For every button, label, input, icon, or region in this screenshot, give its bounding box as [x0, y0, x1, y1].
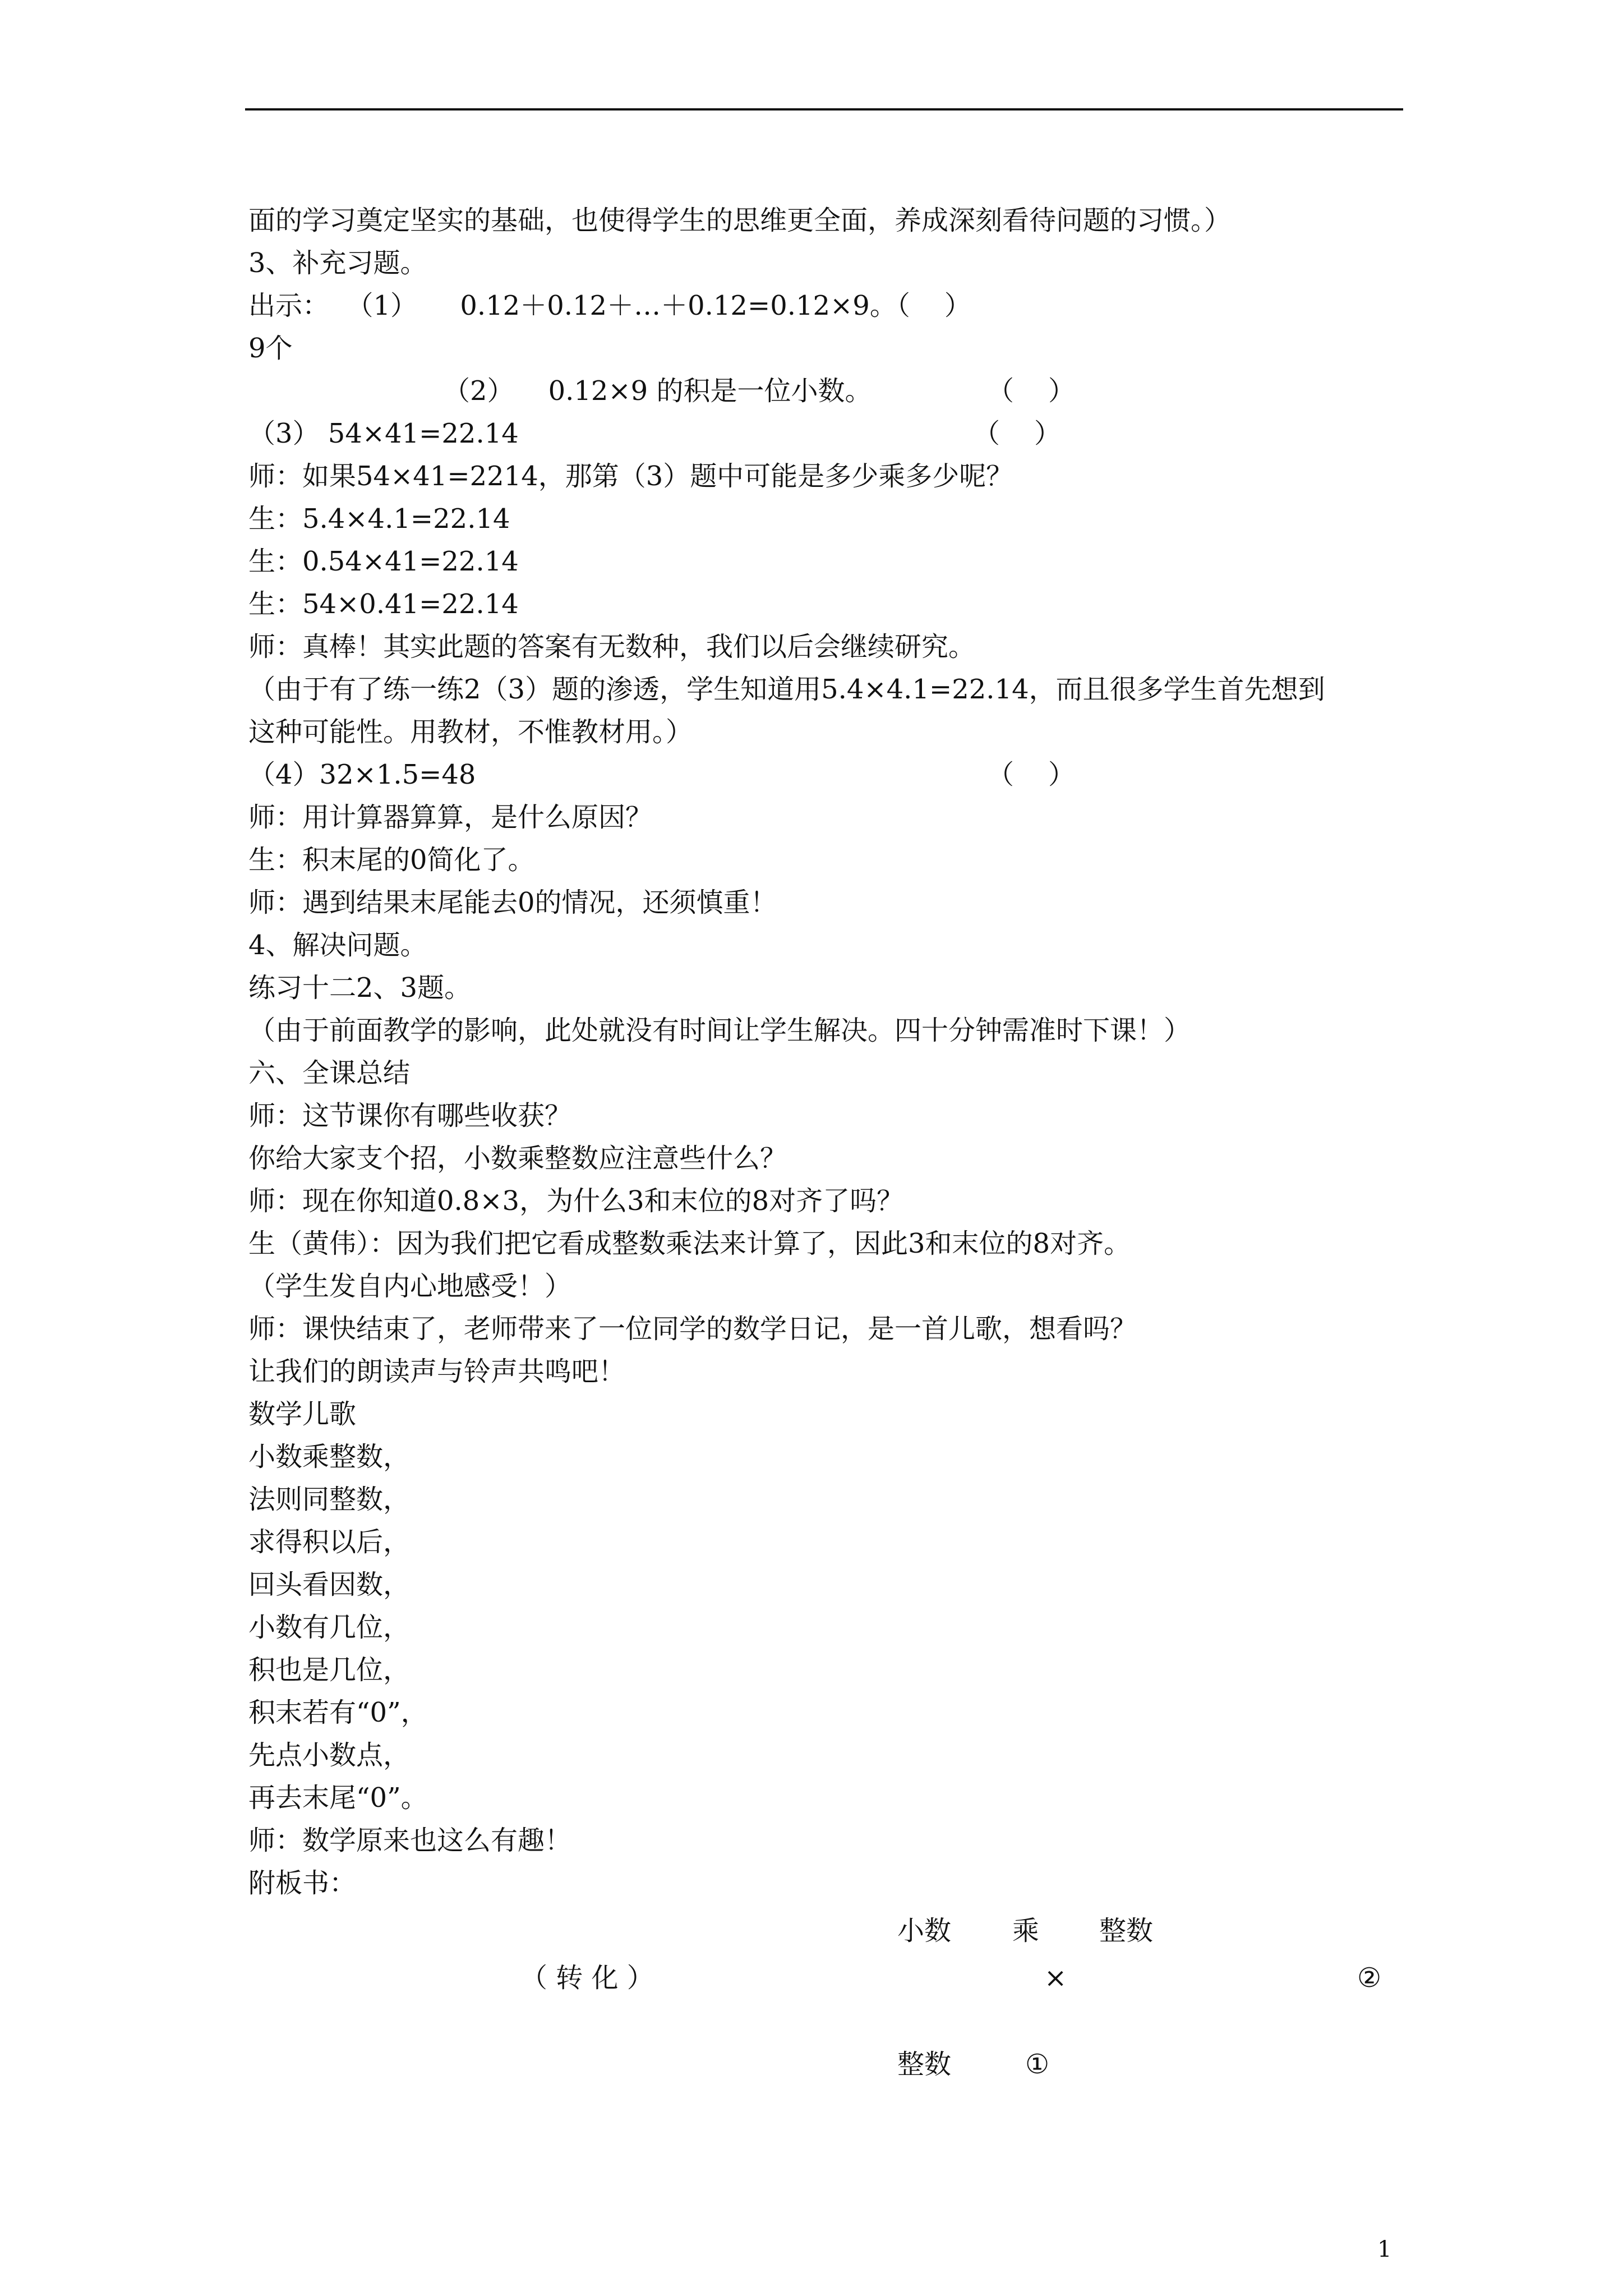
- answer-paren: （ ）: [987, 375, 1076, 407]
- text-line: 生：0.54×41=22.14: [248, 546, 519, 577]
- text-line: 你给大家支个招，小数乘整数应注意些什么？: [248, 1143, 787, 1174]
- text-line: 生：5.4×4.1=22.14: [248, 503, 510, 535]
- board-circle-one: ①: [1025, 2049, 1050, 2080]
- text-line: （4）32×1.5=48: [248, 759, 476, 790]
- page-number: 1: [1377, 2237, 1392, 2262]
- text-line: 练习十二2、3题。: [248, 972, 472, 1004]
- text-line: 出示： （1） 0.12＋0.12＋…＋0.12=0.12×9。（ ）: [248, 290, 971, 321]
- text-line: 小数乘整数，: [248, 1441, 411, 1473]
- text-line: 师：这节课你有哪些收获？: [248, 1100, 572, 1131]
- text-line: 师：数学原来也这么有趣！: [248, 1825, 572, 1856]
- text-line: 师：课快结束了，老师带来了一位同学的数学日记，是一首儿歌，想看吗？: [248, 1313, 1137, 1345]
- text-line: 师：用计算器算算，是什么原因？: [248, 802, 653, 833]
- text-line: 3、补充习题。: [248, 247, 427, 279]
- text-line: 六、全课总结: [248, 1057, 411, 1089]
- board-transform: （ 转 化 ）: [520, 1962, 654, 1994]
- text-line: 师：真棒！其实此题的答案有无数种，我们以后会继续研究。: [248, 631, 976, 662]
- board-circle-two: ②: [1357, 1962, 1382, 1994]
- text-line: 求得积以后，: [248, 1526, 411, 1558]
- text-line: （学生发自内心地感受！）: [248, 1271, 572, 1302]
- text-line: 师：遇到结果末尾能去0的情况，还须慎重！: [248, 887, 777, 918]
- board-integer-top: 整数: [1099, 1915, 1154, 1947]
- answer-paren: （ ）: [973, 418, 1062, 449]
- text-line: 师：如果54×41=2214，那第（3）题中可能是多少乘多少呢？: [248, 461, 1013, 492]
- text-line: 生（黄伟）：因为我们把它看成整数乘法来计算了，因此3和末位的8对齐。: [248, 1228, 1131, 1259]
- header-rule: [245, 108, 1403, 111]
- answer-paren: （ ）: [987, 759, 1076, 790]
- text-line: （3） 54×41=22.14: [248, 418, 519, 449]
- board-times-word: 乘: [1012, 1915, 1040, 1947]
- text-line: 法则同整数，: [248, 1484, 411, 1515]
- text-line: 师：现在你知道0.8×3，为什么3和末位的8对齐了吗？: [248, 1185, 904, 1217]
- exercise-2: （2） 0.12×9 的积是一位小数。: [443, 375, 872, 407]
- text-line: 附板书：: [248, 1867, 357, 1899]
- text-line: 面的学习奠定坚实的基础，也使得学生的思维更全面，养成深刻看待问题的习惯。）: [248, 205, 1232, 236]
- text-line: （由于前面教学的影响，此处就没有时间让学生解决。四十分钟需准时下课！）: [248, 1015, 1191, 1046]
- text-line: 数学儿歌: [248, 1398, 357, 1430]
- text-line: 积也是几位，: [248, 1654, 411, 1686]
- text-line: 积末若有“0”，: [248, 1697, 428, 1728]
- text-line: 这种可能性。用教材，不惟教材用。）: [248, 716, 693, 748]
- board-integer-bottom: 整数: [897, 2049, 952, 2080]
- text-line: 4、解决问题。: [248, 930, 427, 961]
- text-line: 生：54×0.41=22.14: [248, 588, 519, 620]
- text-line: 生：积末尾的0简化了。: [248, 844, 535, 876]
- text-line: 让我们的朗读声与铃声共鸣吧！: [248, 1356, 626, 1387]
- text-line: 先点小数点，: [248, 1740, 411, 1771]
- text-line: 9个: [248, 333, 293, 364]
- board-decimal: 小数: [897, 1915, 952, 1947]
- text-line: 回头看因数，: [248, 1569, 411, 1600]
- text-line: （由于有了练一练2（3）题的渗透，学生知道用5.4×4.1=22.14，而且很多学生首先想到: [248, 674, 1325, 705]
- board-times-sign: ×: [1044, 1962, 1067, 1994]
- text-line: 小数有几位，: [248, 1612, 411, 1643]
- text-line: 再去末尾“0”。: [248, 1782, 428, 1814]
